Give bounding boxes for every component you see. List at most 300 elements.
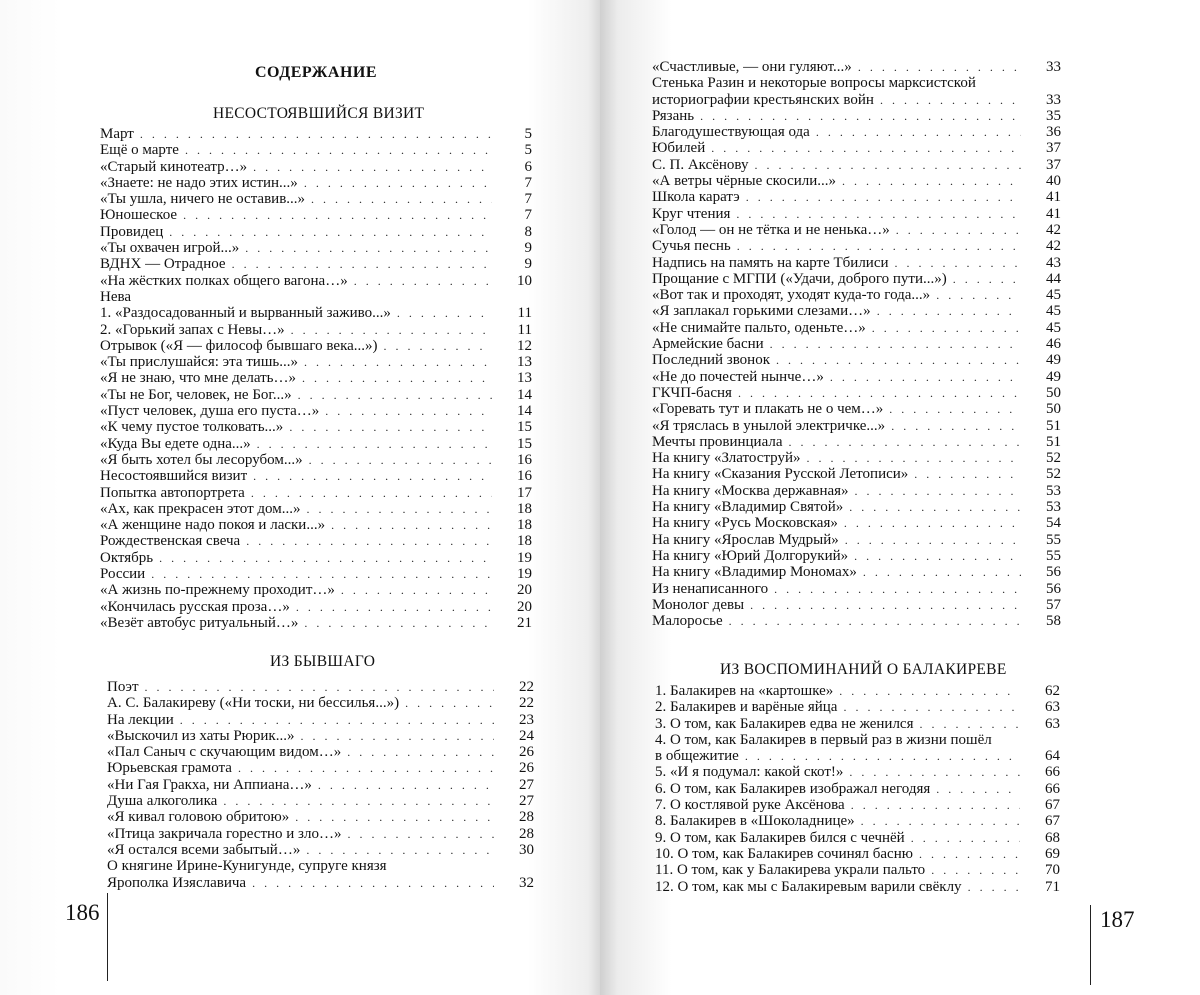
dot-leader bbox=[789, 434, 1021, 450]
entry-page-number: 7 bbox=[524, 207, 532, 224]
toc-entry bbox=[652, 92, 1061, 108]
entry-page-number: 5 bbox=[524, 142, 532, 159]
entry-page-number: 15 bbox=[517, 435, 532, 452]
entry-page-number: 22 bbox=[519, 695, 534, 712]
toc-entry bbox=[652, 303, 1061, 319]
dot-leader bbox=[245, 240, 492, 256]
entry-page-number: 50 bbox=[1046, 401, 1061, 418]
entry-title: «Голод — он не тётка и не ненька…» bbox=[652, 221, 890, 238]
dot-leader bbox=[304, 354, 492, 370]
dot-leader bbox=[858, 59, 1021, 75]
toc-entry bbox=[100, 338, 532, 354]
entry-page-number: 33 bbox=[1046, 59, 1061, 75]
entry-title: «Я быть хотел бы лесорубом...» bbox=[100, 451, 303, 468]
dot-leader bbox=[318, 777, 494, 793]
entry-title: А. С. Балакиреву («Ни тоски, ни бессилья...») bbox=[107, 695, 400, 712]
entry-page-number: 8 bbox=[524, 223, 532, 240]
toc-entry bbox=[100, 419, 532, 435]
toc-entry bbox=[652, 336, 1061, 352]
toc-entry bbox=[655, 748, 1060, 764]
toc-entry bbox=[100, 142, 532, 158]
dot-leader bbox=[738, 385, 1021, 401]
toc-entry bbox=[655, 716, 1060, 732]
dot-leader bbox=[253, 159, 492, 175]
dot-leader bbox=[953, 271, 1021, 287]
entry-title: 3. О том, как Балакирев едва не женился bbox=[655, 715, 914, 732]
dot-leader bbox=[861, 813, 1020, 829]
toc-entry bbox=[652, 581, 1061, 597]
entry-page-number: 53 bbox=[1046, 499, 1061, 516]
entry-page-number: 35 bbox=[1046, 107, 1061, 124]
entry-title: ГКЧП-басня bbox=[652, 384, 732, 401]
toc-list bbox=[655, 683, 1060, 895]
dot-leader bbox=[854, 548, 1021, 564]
dot-leader bbox=[302, 370, 492, 386]
toc-entry bbox=[652, 515, 1061, 531]
toc-entry bbox=[652, 532, 1061, 548]
entry-title: На книгу «Сказания Русской Летописи» bbox=[652, 466, 909, 483]
dot-leader bbox=[185, 142, 492, 158]
dot-leader bbox=[845, 532, 1021, 548]
toc-entry bbox=[107, 695, 534, 711]
entry-title: историографии крестьянских войн bbox=[652, 91, 874, 108]
entry-title: Сучья песнь bbox=[652, 238, 731, 255]
toc-entry bbox=[107, 793, 534, 809]
entry-title: «Я кивал головою обритою» bbox=[107, 809, 290, 826]
dot-leader bbox=[169, 224, 492, 240]
entry-page-number: 50 bbox=[1046, 384, 1061, 401]
section-heading: ИЗ ВОСПОМИНАНИЙ О БАЛАКИРЕВЕ bbox=[720, 661, 1007, 678]
entry-title: Рождественская свеча bbox=[100, 533, 241, 550]
dot-leader bbox=[296, 599, 492, 615]
entry-title: «Выскочил из хаты Рюрик...» bbox=[107, 727, 295, 744]
entry-title: «Ты ушла, ничего не оставив...» bbox=[100, 191, 306, 208]
toc-entry bbox=[652, 140, 1061, 156]
toc-entry bbox=[107, 809, 534, 825]
entry-page-number: 11 bbox=[517, 321, 532, 338]
entry-page-number: 69 bbox=[1045, 845, 1060, 862]
entry-page-number: 14 bbox=[517, 403, 532, 420]
toc-entry bbox=[655, 732, 1060, 748]
entry-page-number: 68 bbox=[1045, 829, 1060, 846]
toc-entry bbox=[652, 418, 1061, 434]
entry-title: О княгине Ирине-Кунигунде, супруге князя bbox=[107, 858, 387, 875]
entry-title: 4. О том, как Балакирев в первый раз в жизни пошёл bbox=[655, 731, 992, 748]
entry-title: Монолог девы bbox=[652, 596, 745, 613]
entry-page-number: 7 bbox=[524, 191, 532, 208]
entry-title: «Пуст человек, душа его пуста…» bbox=[100, 403, 320, 420]
page-number: 186 bbox=[65, 900, 100, 925]
entry-page-number: 37 bbox=[1046, 156, 1061, 173]
dot-leader bbox=[347, 826, 494, 842]
entry-title: На книгу «Москва державная» bbox=[652, 482, 849, 499]
toc-entry bbox=[652, 238, 1061, 254]
entry-page-number: 70 bbox=[1045, 862, 1060, 879]
entry-page-number: 42 bbox=[1046, 221, 1061, 238]
entry-title: Стенька Разин и некоторые вопросы марксистской bbox=[652, 75, 976, 92]
entry-page-number: 49 bbox=[1046, 352, 1061, 369]
dot-leader bbox=[309, 452, 492, 468]
toc-entry bbox=[107, 712, 534, 728]
toc-entry bbox=[100, 322, 532, 338]
dot-leader bbox=[151, 566, 492, 582]
toc-entry bbox=[100, 533, 532, 549]
entry-page-number: 26 bbox=[519, 744, 534, 761]
dot-leader bbox=[295, 809, 494, 825]
dot-leader bbox=[807, 450, 1021, 466]
entry-page-number: 64 bbox=[1045, 748, 1060, 765]
toc-entry bbox=[100, 436, 532, 452]
toc-entry bbox=[107, 826, 534, 842]
dot-leader bbox=[830, 369, 1021, 385]
toc-entry bbox=[652, 108, 1061, 124]
toc-entry bbox=[107, 858, 534, 874]
dot-leader bbox=[711, 140, 1021, 156]
toc-entry bbox=[100, 240, 532, 256]
entry-page-number: 21 bbox=[517, 614, 532, 631]
dot-leader bbox=[746, 189, 1021, 205]
toc-entry bbox=[100, 403, 532, 419]
entry-page-number: 11 bbox=[517, 305, 532, 322]
entry-page-number: 45 bbox=[1046, 303, 1061, 320]
entry-page-number: 32 bbox=[519, 874, 534, 891]
dot-leader bbox=[405, 695, 494, 711]
entry-page-number: 51 bbox=[1046, 433, 1061, 450]
entry-page-number: 44 bbox=[1046, 270, 1061, 287]
toc-entry bbox=[652, 401, 1061, 417]
entry-title: Отрывок («Я — философ бывшаго века...») bbox=[100, 337, 378, 354]
dot-leader bbox=[770, 336, 1021, 352]
entry-title: Юбилей bbox=[652, 140, 706, 157]
entry-page-number: 58 bbox=[1046, 613, 1061, 630]
entry-page-number: 18 bbox=[517, 500, 532, 517]
dot-leader bbox=[257, 436, 492, 452]
entry-page-number: 10 bbox=[517, 272, 532, 289]
entry-title: Малоросье bbox=[652, 613, 723, 630]
entry-page-number: 6 bbox=[524, 158, 532, 175]
entry-page-number: 12 bbox=[517, 337, 532, 354]
toc-entry bbox=[652, 271, 1061, 287]
dot-leader bbox=[252, 875, 494, 891]
entry-title: Прощание с МГПИ («Удачи, доброго пути...») bbox=[652, 270, 947, 287]
entry-title: Мечты провинциала bbox=[652, 433, 783, 450]
entry-page-number: 14 bbox=[517, 386, 532, 403]
dot-leader bbox=[223, 793, 494, 809]
dot-leader bbox=[855, 483, 1021, 499]
dot-leader bbox=[842, 173, 1021, 189]
entry-title: Рязань bbox=[652, 107, 695, 124]
entry-title: Из ненаписанного bbox=[652, 580, 769, 597]
entry-title: «Знаете: не надо этих истин...» bbox=[100, 174, 298, 191]
toc-entry bbox=[100, 159, 532, 175]
entry-page-number: 18 bbox=[517, 533, 532, 550]
entry-page-number: 17 bbox=[517, 484, 532, 501]
toc-entry bbox=[100, 207, 532, 223]
entry-page-number: 13 bbox=[517, 370, 532, 387]
entry-title: «А женщине надо покоя и ласки...» bbox=[100, 517, 326, 534]
entry-page-number: 19 bbox=[517, 549, 532, 566]
toc-entry bbox=[652, 369, 1061, 385]
entry-title: 6. О том, как Балакирев изображал негодяя bbox=[655, 780, 931, 797]
dot-leader bbox=[863, 564, 1021, 580]
dot-leader bbox=[776, 352, 1021, 368]
dot-leader bbox=[750, 597, 1021, 613]
toc-entry bbox=[655, 846, 1060, 862]
entry-title: «Я тряслась в унылой электричке...» bbox=[652, 417, 886, 434]
toc-entry bbox=[652, 466, 1061, 482]
toc-entry bbox=[655, 781, 1060, 797]
entry-title: «Я остался всеми забытый…» bbox=[107, 841, 301, 858]
entry-title: «Кончилась русская проза…» bbox=[100, 598, 290, 615]
entry-page-number: 9 bbox=[524, 256, 532, 273]
entry-page-number: 67 bbox=[1045, 797, 1060, 814]
dot-leader bbox=[889, 401, 1021, 417]
entry-page-number: 33 bbox=[1046, 91, 1061, 108]
section-heading: ИЗ БЫВШАГО bbox=[270, 653, 376, 670]
entry-page-number: 27 bbox=[519, 776, 534, 793]
entry-title: С. П. Аксёнову bbox=[652, 156, 749, 173]
dot-leader bbox=[325, 403, 492, 419]
entry-page-number: 63 bbox=[1045, 715, 1060, 732]
toc-entry bbox=[107, 744, 534, 760]
entry-page-number: 54 bbox=[1046, 515, 1061, 532]
dot-leader bbox=[880, 92, 1021, 108]
toc-entry bbox=[652, 434, 1061, 450]
dot-leader bbox=[891, 418, 1021, 434]
entry-title: в общежитие bbox=[655, 748, 739, 765]
entry-title: 9. О том, как Балакирев бился с чечнёй bbox=[655, 829, 905, 846]
entry-page-number: 30 bbox=[519, 841, 534, 858]
dot-leader bbox=[851, 797, 1020, 813]
dot-leader bbox=[304, 175, 492, 191]
entry-page-number: 43 bbox=[1046, 254, 1061, 271]
toc-entry bbox=[107, 777, 534, 793]
toc-entry bbox=[652, 564, 1061, 580]
entry-page-number: 22 bbox=[519, 679, 534, 695]
entry-title: На книгу «Владимир Мономах» bbox=[652, 564, 857, 581]
entry-title: На книгу «Юрий Долгорукий» bbox=[652, 547, 849, 564]
entry-title: «Куда Вы едете одна...» bbox=[100, 435, 251, 452]
entry-title: Несостоявшийся визит bbox=[100, 468, 248, 485]
dot-leader bbox=[872, 320, 1021, 336]
toc-entry bbox=[655, 830, 1060, 846]
dot-leader bbox=[304, 615, 492, 631]
entry-title: 12. О том, как мы с Балакиревым варили свёклу bbox=[655, 878, 962, 895]
toc-entry bbox=[652, 597, 1061, 613]
entry-title: «А жизнь по-прежнему проходит…» bbox=[100, 582, 335, 599]
entry-page-number: 20 bbox=[517, 582, 532, 599]
toc-entry bbox=[652, 189, 1061, 205]
entry-page-number: 28 bbox=[519, 825, 534, 842]
dot-leader bbox=[919, 846, 1020, 862]
entry-title: Март bbox=[100, 126, 134, 142]
dot-leader bbox=[849, 499, 1021, 515]
entry-page-number: 51 bbox=[1046, 417, 1061, 434]
toc-entry bbox=[652, 483, 1061, 499]
entry-title: 1. Балакирев на «картошке» bbox=[655, 683, 834, 699]
toc-entry bbox=[655, 699, 1060, 715]
entry-page-number: 63 bbox=[1045, 699, 1060, 716]
entry-page-number: 67 bbox=[1045, 813, 1060, 830]
toc-entry bbox=[655, 764, 1060, 780]
dot-leader bbox=[183, 207, 492, 223]
entry-page-number: 26 bbox=[519, 760, 534, 777]
toc-entry bbox=[107, 842, 534, 858]
entry-page-number: 16 bbox=[517, 451, 532, 468]
entry-title: На книгу «Русь Московская» bbox=[652, 515, 838, 532]
dot-leader bbox=[397, 305, 492, 321]
entry-page-number: 16 bbox=[517, 468, 532, 485]
toc-entry bbox=[100, 273, 532, 289]
entry-page-number: 71 bbox=[1045, 878, 1060, 895]
toc-entry bbox=[107, 728, 534, 744]
dot-leader bbox=[253, 468, 492, 484]
entry-title: «Не до почестей нынче…» bbox=[652, 368, 824, 385]
entry-title: 2. «Горький запах с Невы…» bbox=[100, 321, 285, 338]
toc-entry bbox=[652, 222, 1061, 238]
entry-title: «Я заплакал горькими слезами…» bbox=[652, 303, 871, 320]
entry-title: России bbox=[100, 566, 146, 583]
entry-title: Армейские басни bbox=[652, 336, 764, 353]
toc-entry bbox=[655, 683, 1060, 699]
toc-entry bbox=[100, 354, 532, 370]
toc-entry bbox=[652, 206, 1061, 222]
entry-page-number: 40 bbox=[1046, 173, 1061, 190]
dot-leader bbox=[816, 124, 1021, 140]
dot-leader bbox=[300, 728, 494, 744]
entry-title: 11. О том, как у Балакирева украли пальто bbox=[655, 862, 926, 879]
toc-entry bbox=[107, 875, 534, 891]
dot-leader bbox=[307, 501, 493, 517]
toc-entry bbox=[652, 59, 1061, 75]
dot-leader bbox=[849, 764, 1020, 780]
entry-page-number: 55 bbox=[1046, 547, 1061, 564]
entry-page-number: 20 bbox=[517, 598, 532, 615]
entry-page-number: 18 bbox=[517, 517, 532, 534]
toc-entry bbox=[652, 548, 1061, 564]
toc-entry bbox=[100, 289, 532, 305]
divider bbox=[107, 893, 108, 981]
entry-title: «Птица закричала горестно и зло…» bbox=[107, 825, 342, 842]
entry-page-number: 24 bbox=[519, 727, 534, 744]
dot-leader bbox=[306, 842, 494, 858]
entry-title: Юношеское bbox=[100, 207, 178, 224]
entry-title: «А ветры чёрные скосили...» bbox=[652, 173, 837, 190]
toc-entry bbox=[100, 175, 532, 191]
entry-title: На книгу «Ярослав Мудрый» bbox=[652, 531, 839, 548]
entry-title: «Везёт автобус ритуальный…» bbox=[100, 614, 299, 631]
entry-title: «Горевать тут и плакать не о чем…» bbox=[652, 401, 884, 418]
dot-leader bbox=[246, 533, 492, 549]
toc-entry bbox=[652, 255, 1061, 271]
entry-title: «Я не знаю, что мне делать…» bbox=[100, 370, 297, 387]
toc-entry bbox=[100, 305, 532, 321]
entry-title: «К чему пустое толковать...» bbox=[100, 419, 284, 436]
toc-entry bbox=[100, 517, 532, 533]
entry-title: Ещё о марте bbox=[100, 142, 179, 159]
toc-entry bbox=[100, 485, 532, 501]
dot-leader bbox=[729, 613, 1021, 629]
dot-leader bbox=[238, 760, 494, 776]
toc-entry bbox=[100, 582, 532, 598]
dot-leader bbox=[896, 222, 1021, 238]
entry-title: 5. «И я подумал: какой скот!» bbox=[655, 764, 844, 781]
toc-entry bbox=[100, 126, 532, 142]
toc-entry bbox=[655, 813, 1060, 829]
entry-title: 1. «Раздосадованный и вырванный заживо...» bbox=[100, 305, 391, 322]
toc-entry bbox=[100, 468, 532, 484]
entry-page-number: 27 bbox=[519, 793, 534, 810]
entry-title: 8. Балакирев в «Шоколаднице» bbox=[655, 813, 855, 830]
entry-page-number: 66 bbox=[1045, 780, 1060, 797]
entry-page-number: 41 bbox=[1046, 205, 1061, 222]
toc-entry bbox=[655, 862, 1060, 878]
dot-leader bbox=[920, 716, 1021, 732]
toc-entry bbox=[652, 352, 1061, 368]
toc-entry bbox=[652, 75, 1061, 91]
entry-page-number: 37 bbox=[1046, 140, 1061, 157]
toc-entry bbox=[100, 501, 532, 517]
toc-entry bbox=[652, 287, 1061, 303]
dot-leader bbox=[843, 699, 1020, 715]
entry-title: «Ни Гая Гракха, ни Аппиана…» bbox=[107, 776, 312, 793]
entry-title: «Счастливые, — они гуляют...» bbox=[652, 59, 852, 75]
toc-list bbox=[652, 59, 1061, 629]
toc-entry bbox=[652, 613, 1061, 629]
entry-page-number: 23 bbox=[519, 711, 534, 728]
entry-title: Нева bbox=[100, 288, 132, 305]
entry-title: Последний звонок bbox=[652, 352, 770, 369]
dot-leader bbox=[745, 748, 1020, 764]
entry-title: ВДНХ — Отрадное bbox=[100, 256, 226, 273]
toc-entry bbox=[652, 173, 1061, 189]
entry-page-number: 45 bbox=[1046, 319, 1061, 336]
entry-title: Октябрь bbox=[100, 549, 154, 566]
dot-leader bbox=[341, 582, 492, 598]
toc-entry bbox=[100, 599, 532, 615]
dot-leader bbox=[839, 683, 1020, 699]
dot-leader bbox=[298, 387, 492, 403]
toc-entry bbox=[652, 499, 1061, 515]
entry-page-number: 52 bbox=[1046, 466, 1061, 483]
entry-title: «Вот так и проходят, уходят куда-то года...» bbox=[652, 287, 931, 304]
entry-title: «Старый кинотеатр…» bbox=[100, 158, 248, 175]
dot-leader bbox=[145, 679, 494, 695]
entry-title: «Пал Саныч с скучающим видом…» bbox=[107, 744, 342, 761]
toc-entry bbox=[655, 797, 1060, 813]
section-heading: НЕСОСТОЯВШИЙСЯ ВИЗИТ bbox=[213, 105, 425, 122]
entry-page-number: 9 bbox=[524, 240, 532, 257]
entry-title: 7. О костлявой руке Аксёнова bbox=[655, 797, 845, 814]
toc-entry bbox=[100, 615, 532, 631]
dot-leader bbox=[140, 126, 492, 142]
toc-entry bbox=[652, 157, 1061, 173]
dot-leader bbox=[232, 256, 492, 272]
dot-leader bbox=[291, 322, 492, 338]
entry-title: Ярополка Изяславича bbox=[107, 874, 247, 891]
entry-page-number: 52 bbox=[1046, 450, 1061, 467]
dot-leader bbox=[774, 581, 1021, 597]
toc-entry bbox=[655, 879, 1060, 895]
entry-page-number: 53 bbox=[1046, 482, 1061, 499]
entry-title: Круг чтения bbox=[652, 205, 731, 222]
toc-list bbox=[100, 126, 532, 631]
dot-leader bbox=[180, 712, 494, 728]
entry-page-number: 7 bbox=[524, 174, 532, 191]
toc-entry bbox=[100, 224, 532, 240]
toc-entry bbox=[100, 191, 532, 207]
dot-leader bbox=[844, 515, 1021, 531]
